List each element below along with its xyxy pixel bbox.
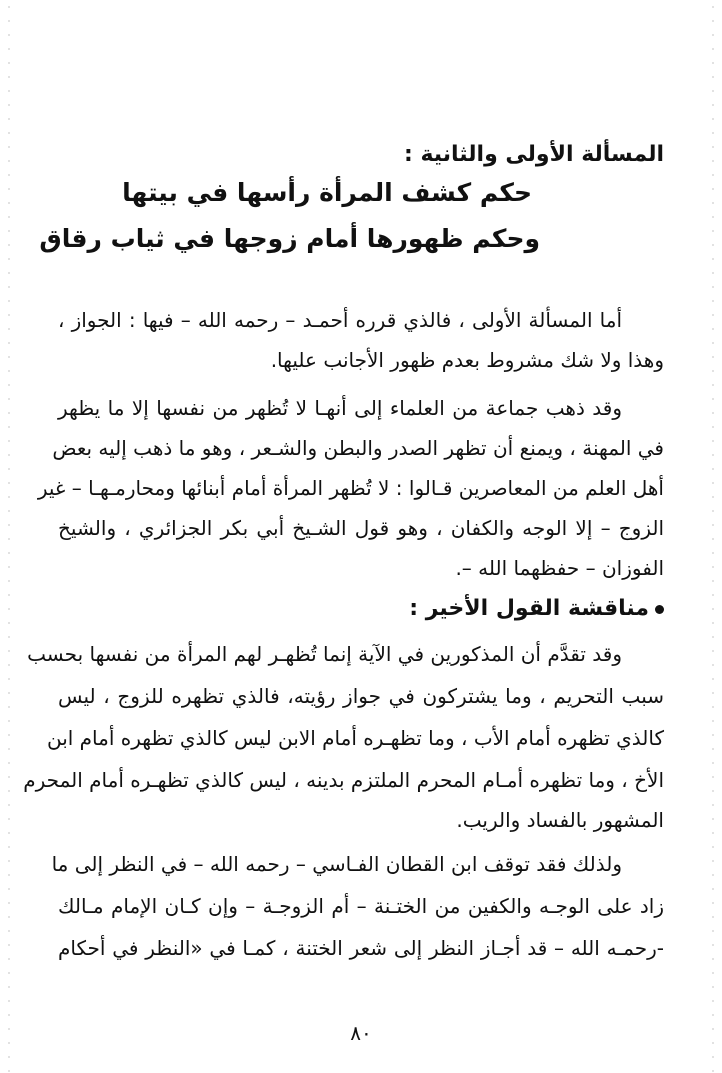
paragraph-3-line-2: سبب التحريم ، وما يشتركون في جواز رؤيته، فالذي تظهره للزوج ، ليس	[58, 684, 664, 708]
paragraph-4-line-2: زاد على الوجـه والكفين من الختـنة – أم الزوجـة – وإن كـان الإمام مـالك	[58, 894, 664, 918]
discussion-heading	[409, 594, 664, 624]
paragraph-2-line-4: الزوج – إلا الوجه والكفان ، وهو قول الشـيخ أبي بكر الجزائري ، والشيخ	[58, 516, 664, 540]
paragraph-1-line-1: أما المسألة الأولى ، فالذي قرره أحمـد – رحمه الله – فيها : الجواز ،	[58, 308, 622, 332]
paragraph-4-line-3: -رحمـه الله – قد أجـاز النظر إلى شعر الختنة ، كمـا في «النظر في أحكام	[58, 936, 664, 960]
paragraph-2-line-2: في المهنة ، ويمنع أن تظهر الصدر والبطن والشـعر ، وهو ما ذهب إليه بعض	[52, 436, 664, 460]
paragraph-3-line-3: كالذي تظهره أمام الأب ، وما تظهـره أمام الابن ليس كالذي تظهره أمام ابن	[46, 726, 664, 750]
paragraph-3-line-4: الأخ ، وما تظهره أمـام المحرم الملتزم بدينه ، ليس كالذي تظهـره أمام المحرم	[23, 768, 664, 792]
paragraph-2-line-1: وقد ذهب جماعة من العلماء إلى أنهـا لا تُظهر من نفسها إلا ما يظهر	[58, 396, 622, 420]
paragraph-3-line-1: وقد تقدَّم أن المذكورين في الآية إنما تُظهـر لهم المرأة من نفسها بحسب	[27, 642, 622, 666]
bullet-icon	[655, 605, 664, 614]
scan-margin-right	[712, 0, 714, 1073]
page-number: ٨٠	[350, 1021, 372, 1045]
discussion-heading-label: مناقشة القول الأخير :	[409, 596, 649, 621]
subtitle-line-1: حكم كشف المرأة رأسها في بيتها	[122, 178, 532, 207]
paragraph-3-line-5: المشهور بالفساد والريب.	[456, 808, 664, 832]
subtitle-line-2: وحكم ظهورها أمام زوجها في ثياب رقاق	[39, 224, 540, 253]
section-title: المسألة الأولى والثانية :	[404, 142, 664, 167]
paragraph-2-line-5: الفوزان – حفظهما الله –.	[455, 556, 664, 580]
paragraph-4-line-1: ولذلك فقد توقف ابن القطان الفـاسي – رحمه الله – في النظر إلى ما	[51, 852, 622, 876]
paragraph-2-line-3: أهل العلم من المعاصرين قـالوا : لا تُظهر المرأة أمام أبنائها ومحارمـهـا – غير	[37, 476, 664, 500]
scan-margin-left	[8, 0, 10, 1073]
paragraph-1-line-2: وهذا ولا شك مشروط بعدم ظهور الأجانب عليها.	[270, 348, 664, 372]
